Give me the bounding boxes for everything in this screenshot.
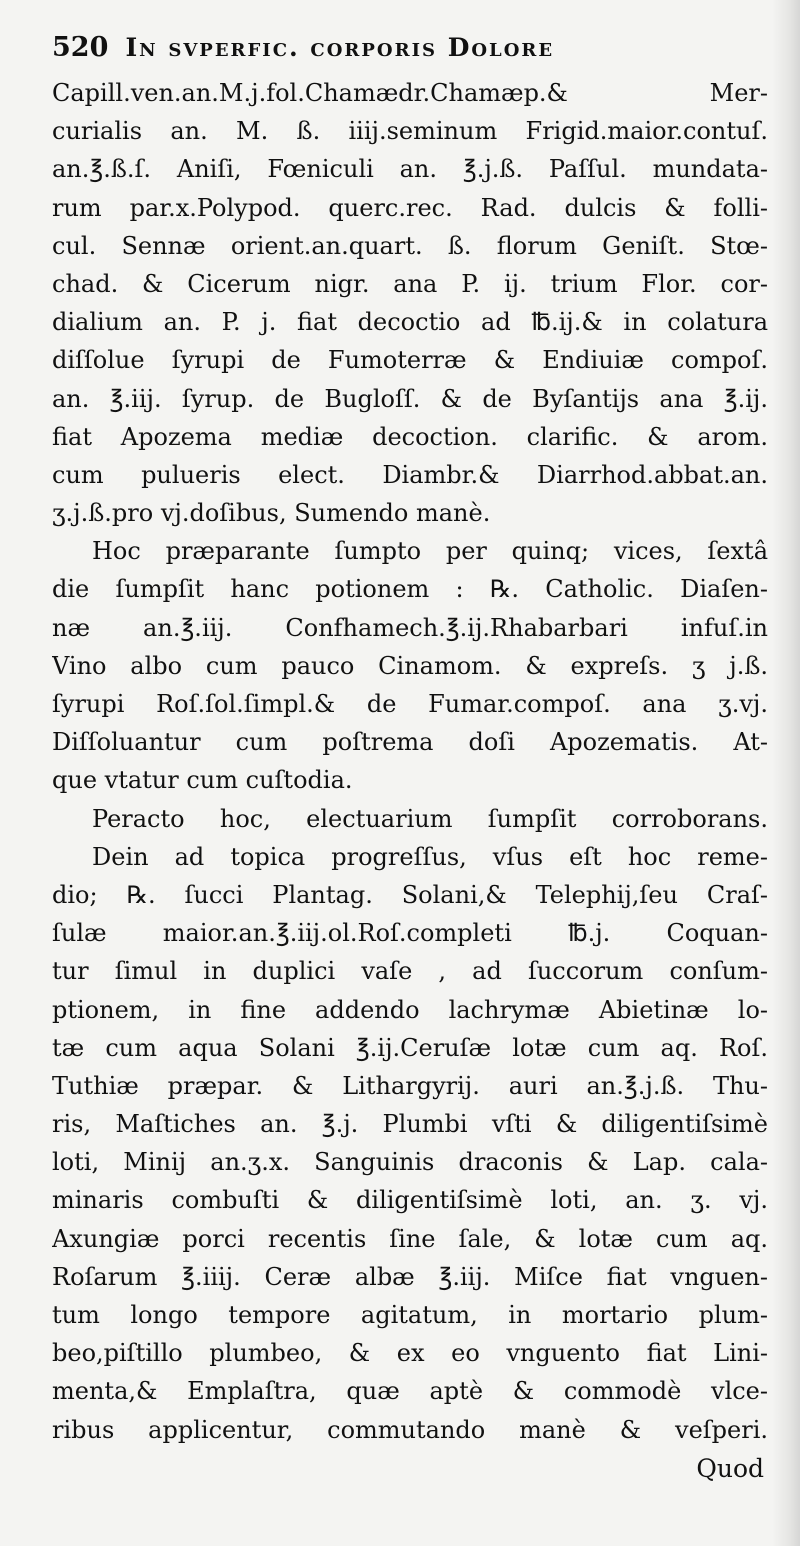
- text-line: tum longo tempore agitatum, in mortario plum-: [52, 1301, 768, 1329]
- text-line: Vino albo cum pauco Cinamom. & expreſs. ʒ j.ß.: [52, 651, 768, 680]
- text-line: diſſolue ſyrupi de Fumoterræ & Endiuiæ compoſ.: [52, 346, 768, 375]
- text-line: Peracto hoc, electuarium ſumpſit corroborans.: [92, 804, 768, 833]
- text-line: Dein ad topica progreſſus, vſus eſt hoc reme-: [92, 842, 768, 871]
- text-line: Roſarum ℥.iiij. Ceræ albæ ℥.iij. Miſce fiat vnguen-: [52, 1262, 768, 1291]
- page-edge-shadow: [772, 0, 800, 1546]
- text-line: ʒ.j.ß.pro vj.doſibus, Sumendo manè.: [52, 499, 491, 528]
- text-line: Axungiæ porci recentis ſine ſale, & lotæ cum aq.: [52, 1224, 768, 1253]
- text-line: beo,piſtillo plumbeo, & ex eo vnguento fiat Lini-: [52, 1339, 768, 1368]
- text-line: næ an.℥.iij. Confhamech.℥.ij.Rhabarbari infuſ.in: [52, 613, 768, 642]
- catchword: Quod: [696, 1453, 764, 1483]
- text-line: Tuthiæ præpar. & Lithargyrij. auri an.℥.j.ß. Thu-: [52, 1071, 768, 1100]
- text-line: Diſſoluantur cum poſtrema doſi Apozematis. At-: [52, 728, 768, 757]
- text-line: ſulæ maior.an.℥.iij.ol.Roſ.completi ℔.j. Coquan-: [52, 919, 768, 948]
- page-number: 520: [52, 32, 109, 63]
- page-header: [52, 26, 768, 70]
- text-line: fiat Apozema mediæ decoction. clarific. & arom.: [52, 422, 768, 451]
- text-line: ſyrupi Roſ.ſol.ſimpl.& de Fumar.compoſ. ana ʒ.vj.: [52, 690, 768, 718]
- text-line: tæ cum aqua Solani ℥.ij.Ceruſæ lotæ cum aq. Roſ.: [52, 1033, 768, 1062]
- text-line: an. ℥.iij. ſyrup. de Bugloſſ. & de Byſantijs ana ℥.ij.: [52, 384, 768, 413]
- text-line: ptionem, in fine addendo lachrymæ Abietinæ lo-: [52, 995, 768, 1024]
- text-line: que vtatur cum cuſtodia.: [52, 766, 353, 795]
- text-line: cul. Sennæ orient.an.quart. ß. florum Geniſt. Stœ-: [52, 231, 768, 260]
- text-line: Capill.ven.an.M.j.fol.Chamædr.Chamæp.& Mer-: [52, 79, 768, 107]
- text-line: die ſumpſit hanc potionem : ℞. Catholic. Diaſen-: [52, 575, 768, 604]
- text-line: loti, Minij an.ʒ.x. Sanguinis draconis & Lap. cala-: [52, 1148, 768, 1177]
- text-line: dialium an. P. j. fiat decoctio ad ℔.ij.& in colatura: [52, 308, 768, 337]
- running-head: In svperfic. corporis Dolore: [125, 33, 555, 62]
- text-line: Hoc præparante ſumpto per quinq; vices, ſextâ: [92, 537, 768, 566]
- text-line: ris, Maſtiches an. ℥.j. Plumbi vſti & diligentiſsimè: [52, 1110, 768, 1139]
- text-line: dio; ℞. ſucci Plantag. Solani,& Telephij,ſeu Craſ-: [52, 880, 768, 909]
- text-line: chad. & Cicerum nigr. ana P. ij. trium Flor. cor-: [52, 269, 768, 298]
- text-line: rum par.x.Polypod. querc.rec. Rad. dulcis & folli-: [52, 193, 768, 222]
- text-line: minaris combuſti & diligentiſsimè loti, an. ʒ. vj.: [52, 1186, 768, 1215]
- text-line: menta,& Emplaſtra, quæ aptè & commodè vlce-: [52, 1377, 768, 1406]
- text-line: an.℥.ß.ſ. Aniſi, Fœniculi an. ℥.j.ß. Paſſul. mundata-: [52, 155, 768, 184]
- body-text: [52, 74, 768, 1449]
- text-block: [52, 26, 768, 1489]
- text-line: cum pulueris elect. Diambr.& Diarrhod.abbat.an.: [52, 460, 768, 489]
- text-line: curialis an. M. ß. iiij.seminum Frigid.maior.contuſ.: [52, 117, 768, 146]
- text-line: ribus applicentur, commutando manè & veſperi.: [52, 1415, 768, 1444]
- text-line: tur ſimul in duplici vaſe , ad ſuccorum conſum-: [52, 957, 768, 986]
